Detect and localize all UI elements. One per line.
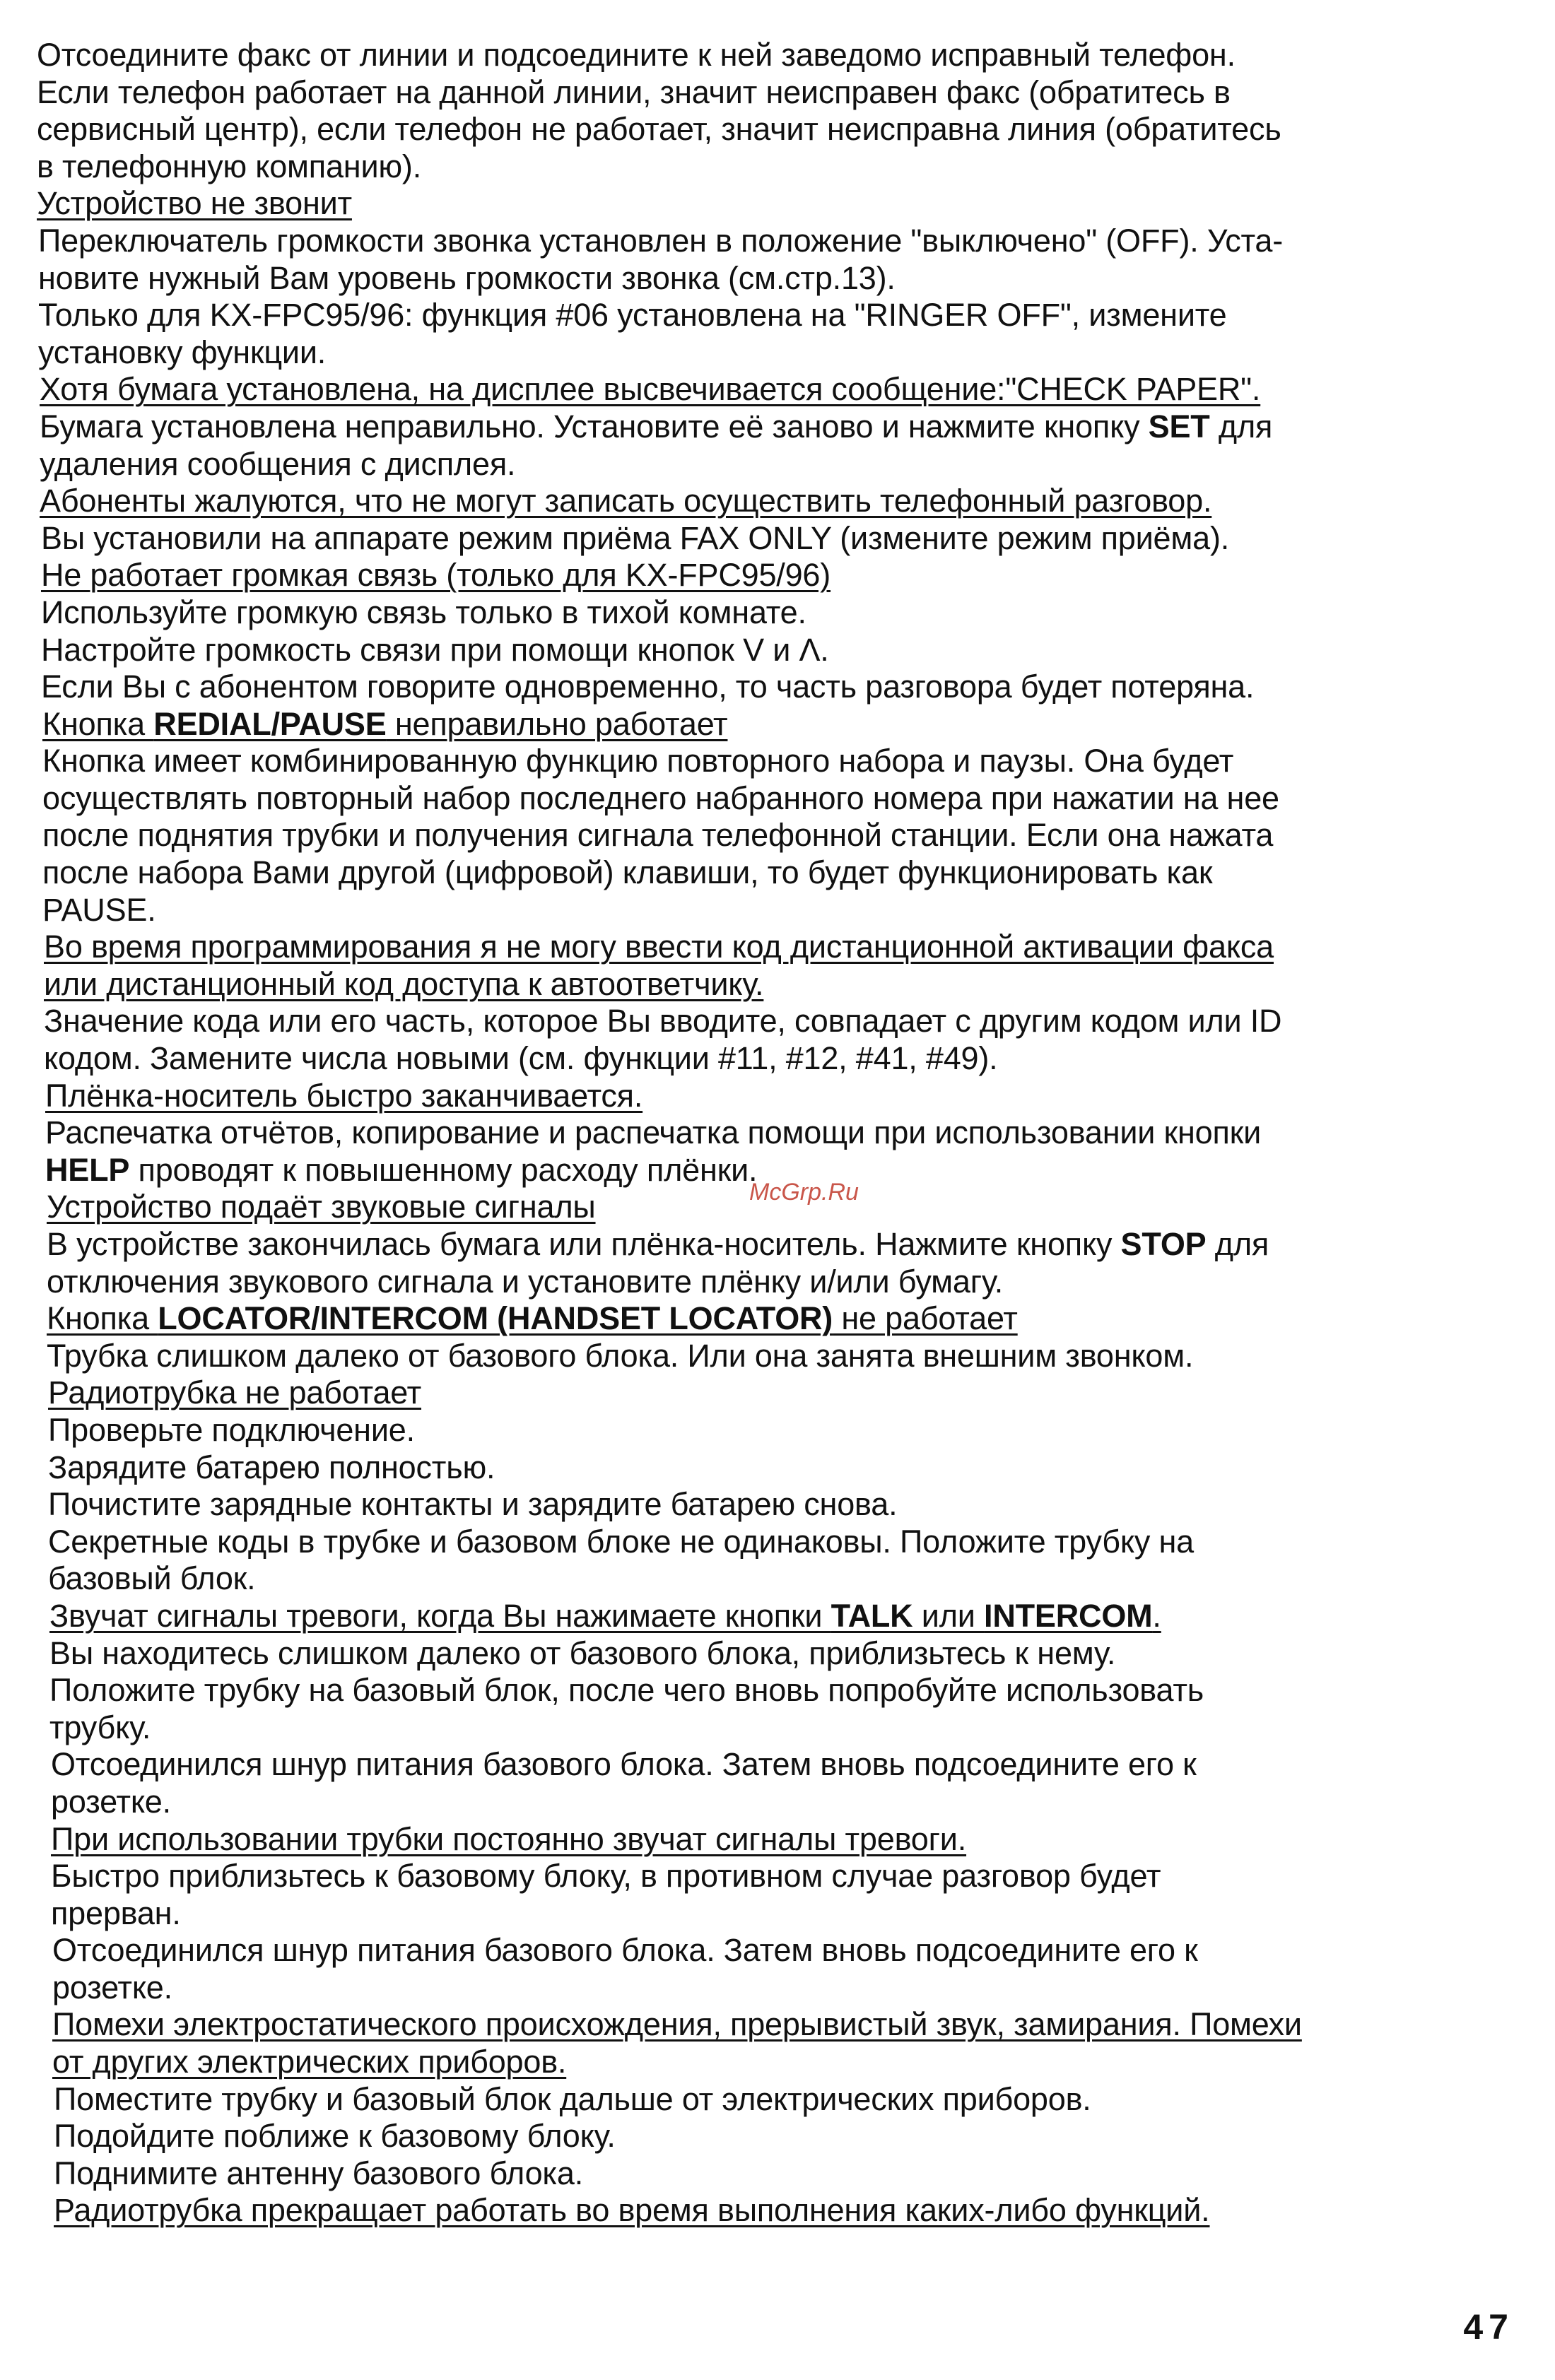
section-heading: При использовании трубки постоянно звучат сигналы тревоги. bbox=[51, 1820, 967, 1857]
text-line: розетке. bbox=[51, 1783, 171, 1820]
text-line: Подойдите поближе к базовому блоку. bbox=[54, 2118, 616, 2155]
text-line: Отсоединился шнур питания базового блока. Затем вновь подсоедините его к bbox=[52, 1932, 1198, 1969]
text-line: розетке. bbox=[52, 1969, 172, 2005]
text-line: HELP проводят к повышенному расходу плёнки. bbox=[45, 1151, 758, 1188]
page-number: 47 bbox=[1463, 2307, 1514, 2347]
section-heading: Устройство не звонит bbox=[37, 185, 352, 222]
text-line: Трубка слишком далеко от базового блока. Или она занята внешним звонком. bbox=[47, 1337, 1194, 1374]
text-line: базовый блок. bbox=[48, 1560, 256, 1597]
section-heading: Радиотрубка не работает bbox=[48, 1374, 422, 1411]
text-line: В устройстве закончилась бумага или плёнка-носитель. Нажмите кнопку STOP для bbox=[47, 1226, 1269, 1262]
text-line: Используйте громкую связь только в тихой комнате. bbox=[41, 594, 806, 630]
text-line: Почистите зарядные контакты и зарядите батарею снова. bbox=[48, 1486, 898, 1523]
text-line: Положите трубку на базовый блок, после чего вновь попробуйте использовать bbox=[49, 1672, 1204, 1709]
text-line: прерван. bbox=[51, 1895, 181, 1931]
section-heading: Плёнка-носитель быстро заканчивается. bbox=[45, 1077, 643, 1114]
section-heading: Не работает громкая связь (только для KX-FPC95/96) bbox=[41, 557, 831, 594]
section-heading: Звучат сигналы тревоги, когда Вы нажимаете кнопки TALK или INTERCOM. bbox=[49, 1597, 1161, 1634]
text-line: Переключатель громкости звонка установлен в положение "выключено" (OFF). Уста- bbox=[38, 222, 1284, 259]
text-line: после набора Вами другой (цифровой) клавиши, то будет функционировать как bbox=[42, 854, 1213, 891]
text-line: осуществлять повторный набор последнего набранного номера при нажатии на нее bbox=[42, 779, 1279, 816]
text-line: отключения звукового сигнала и установите плёнку и/или бумагу. bbox=[47, 1263, 1004, 1300]
text-line: Проверьте подключение. bbox=[48, 1411, 415, 1448]
text-line: Кнопка имеет комбинированную функцию повторного набора и паузы. Она будет bbox=[42, 743, 1234, 779]
section-heading: Кнопка LOCATOR/INTERCOM (HANDSET LOCATOR) не работает bbox=[47, 1300, 1018, 1337]
text-line: Если телефон работает на данной линии, значит неисправен факс (обратитесь в bbox=[37, 73, 1231, 110]
text-line: Отсоединился шнур питания базового блока. Затем вновь подсоедините его к bbox=[51, 1746, 1197, 1783]
section-heading: Абоненты жалуются, что не могут записать осуществить телефонный разговор. bbox=[40, 483, 1212, 519]
section-heading: Устройство подаёт звуковые сигналы bbox=[47, 1189, 596, 1225]
text-line: Вы находитесь слишком далеко от базового блока, приблизьтесь к нему. bbox=[49, 1634, 1116, 1671]
section-heading: Во время программирования я не могу ввести код дистанционной активации факса bbox=[44, 929, 1274, 965]
text-line: Бумага установлена неправильно. Установите её заново и нажмите кнопку SET для bbox=[40, 408, 1273, 444]
section-heading: от других электрических приборов. bbox=[52, 2044, 567, 2080]
text-line: после поднятия трубки и получения сигнала телефонной станции. Если она нажата bbox=[42, 817, 1274, 854]
text-line: Настройте громкость связи при помощи кнопок V и Λ. bbox=[41, 631, 829, 668]
text-line: Только для KX-FPC95/96: функция #06 установлена на "RINGER OFF", измените bbox=[38, 297, 1227, 334]
text-line: Поместите трубку и базовый блок дальше от электрических приборов. bbox=[54, 2080, 1091, 2117]
text-line: трубку. bbox=[49, 1709, 151, 1745]
text-line: Распечатка отчётов, копирование и распечатка помощи при использовании кнопки bbox=[45, 1114, 1262, 1151]
text-line: новите нужный Вам уровень громкости звонка (см.стр.13). bbox=[38, 259, 896, 296]
section-heading: или дистанционный код доступа к автоответчику. bbox=[44, 965, 764, 1002]
text-line: кодом. Замените числа новыми (см. функции #11, #12, #41, #49). bbox=[44, 1040, 998, 1077]
section-heading: Кнопка REDIAL/PAUSE неправильно работает bbox=[42, 705, 728, 742]
text-line: Если Вы с абонентом говорите одновременно, то часть разговора будет потеряна. bbox=[41, 668, 1255, 705]
text-line: Поднимите антенну базового блока. bbox=[54, 2155, 583, 2191]
text-line: Секретные коды в трубке и базовом блоке не одинаковы. Положите трубку на bbox=[48, 1523, 1194, 1560]
text-line: Быстро приблизьтесь к базовому блоку, в противном случае разговор будет bbox=[51, 1858, 1161, 1895]
text-line: Значение кода или его часть, которое Вы вводите, совпадает с другим кодом или ID bbox=[44, 1003, 1282, 1039]
watermark: McGrp.Ru bbox=[749, 1179, 859, 1206]
text-line: Зарядите батарею полностью. bbox=[48, 1449, 495, 1485]
section-heading: Радиотрубка прекращает работать во время выполнения каких-либо функций. bbox=[54, 2192, 1210, 2229]
text-line: сервисный центр), если телефон не работает, значит неисправна линия (обратитесь bbox=[37, 111, 1281, 148]
text-line: удаления сообщения с дисплея. bbox=[40, 445, 516, 482]
text-line: в телефонную компанию). bbox=[37, 148, 422, 184]
troubleshooting-text bbox=[37, 37, 1521, 2229]
text-line: Вы установили на аппарате режим приёма FAX ONLY (измените режим приёма). bbox=[41, 519, 1230, 556]
text-line: установку функции. bbox=[38, 334, 327, 370]
text-line: PAUSE. bbox=[42, 891, 156, 928]
section-heading: Хотя бумага установлена, на дисплее высвечивается сообщение:"CHECK PAPER". bbox=[40, 371, 1261, 408]
section-heading: Помехи электростатического происхождения, прерывистый звук, замирания. Помехи bbox=[52, 2006, 1302, 2043]
text-line: Отсоедините факс от линии и подсоедините к ней заведомо исправный телефон. bbox=[37, 37, 1236, 73]
